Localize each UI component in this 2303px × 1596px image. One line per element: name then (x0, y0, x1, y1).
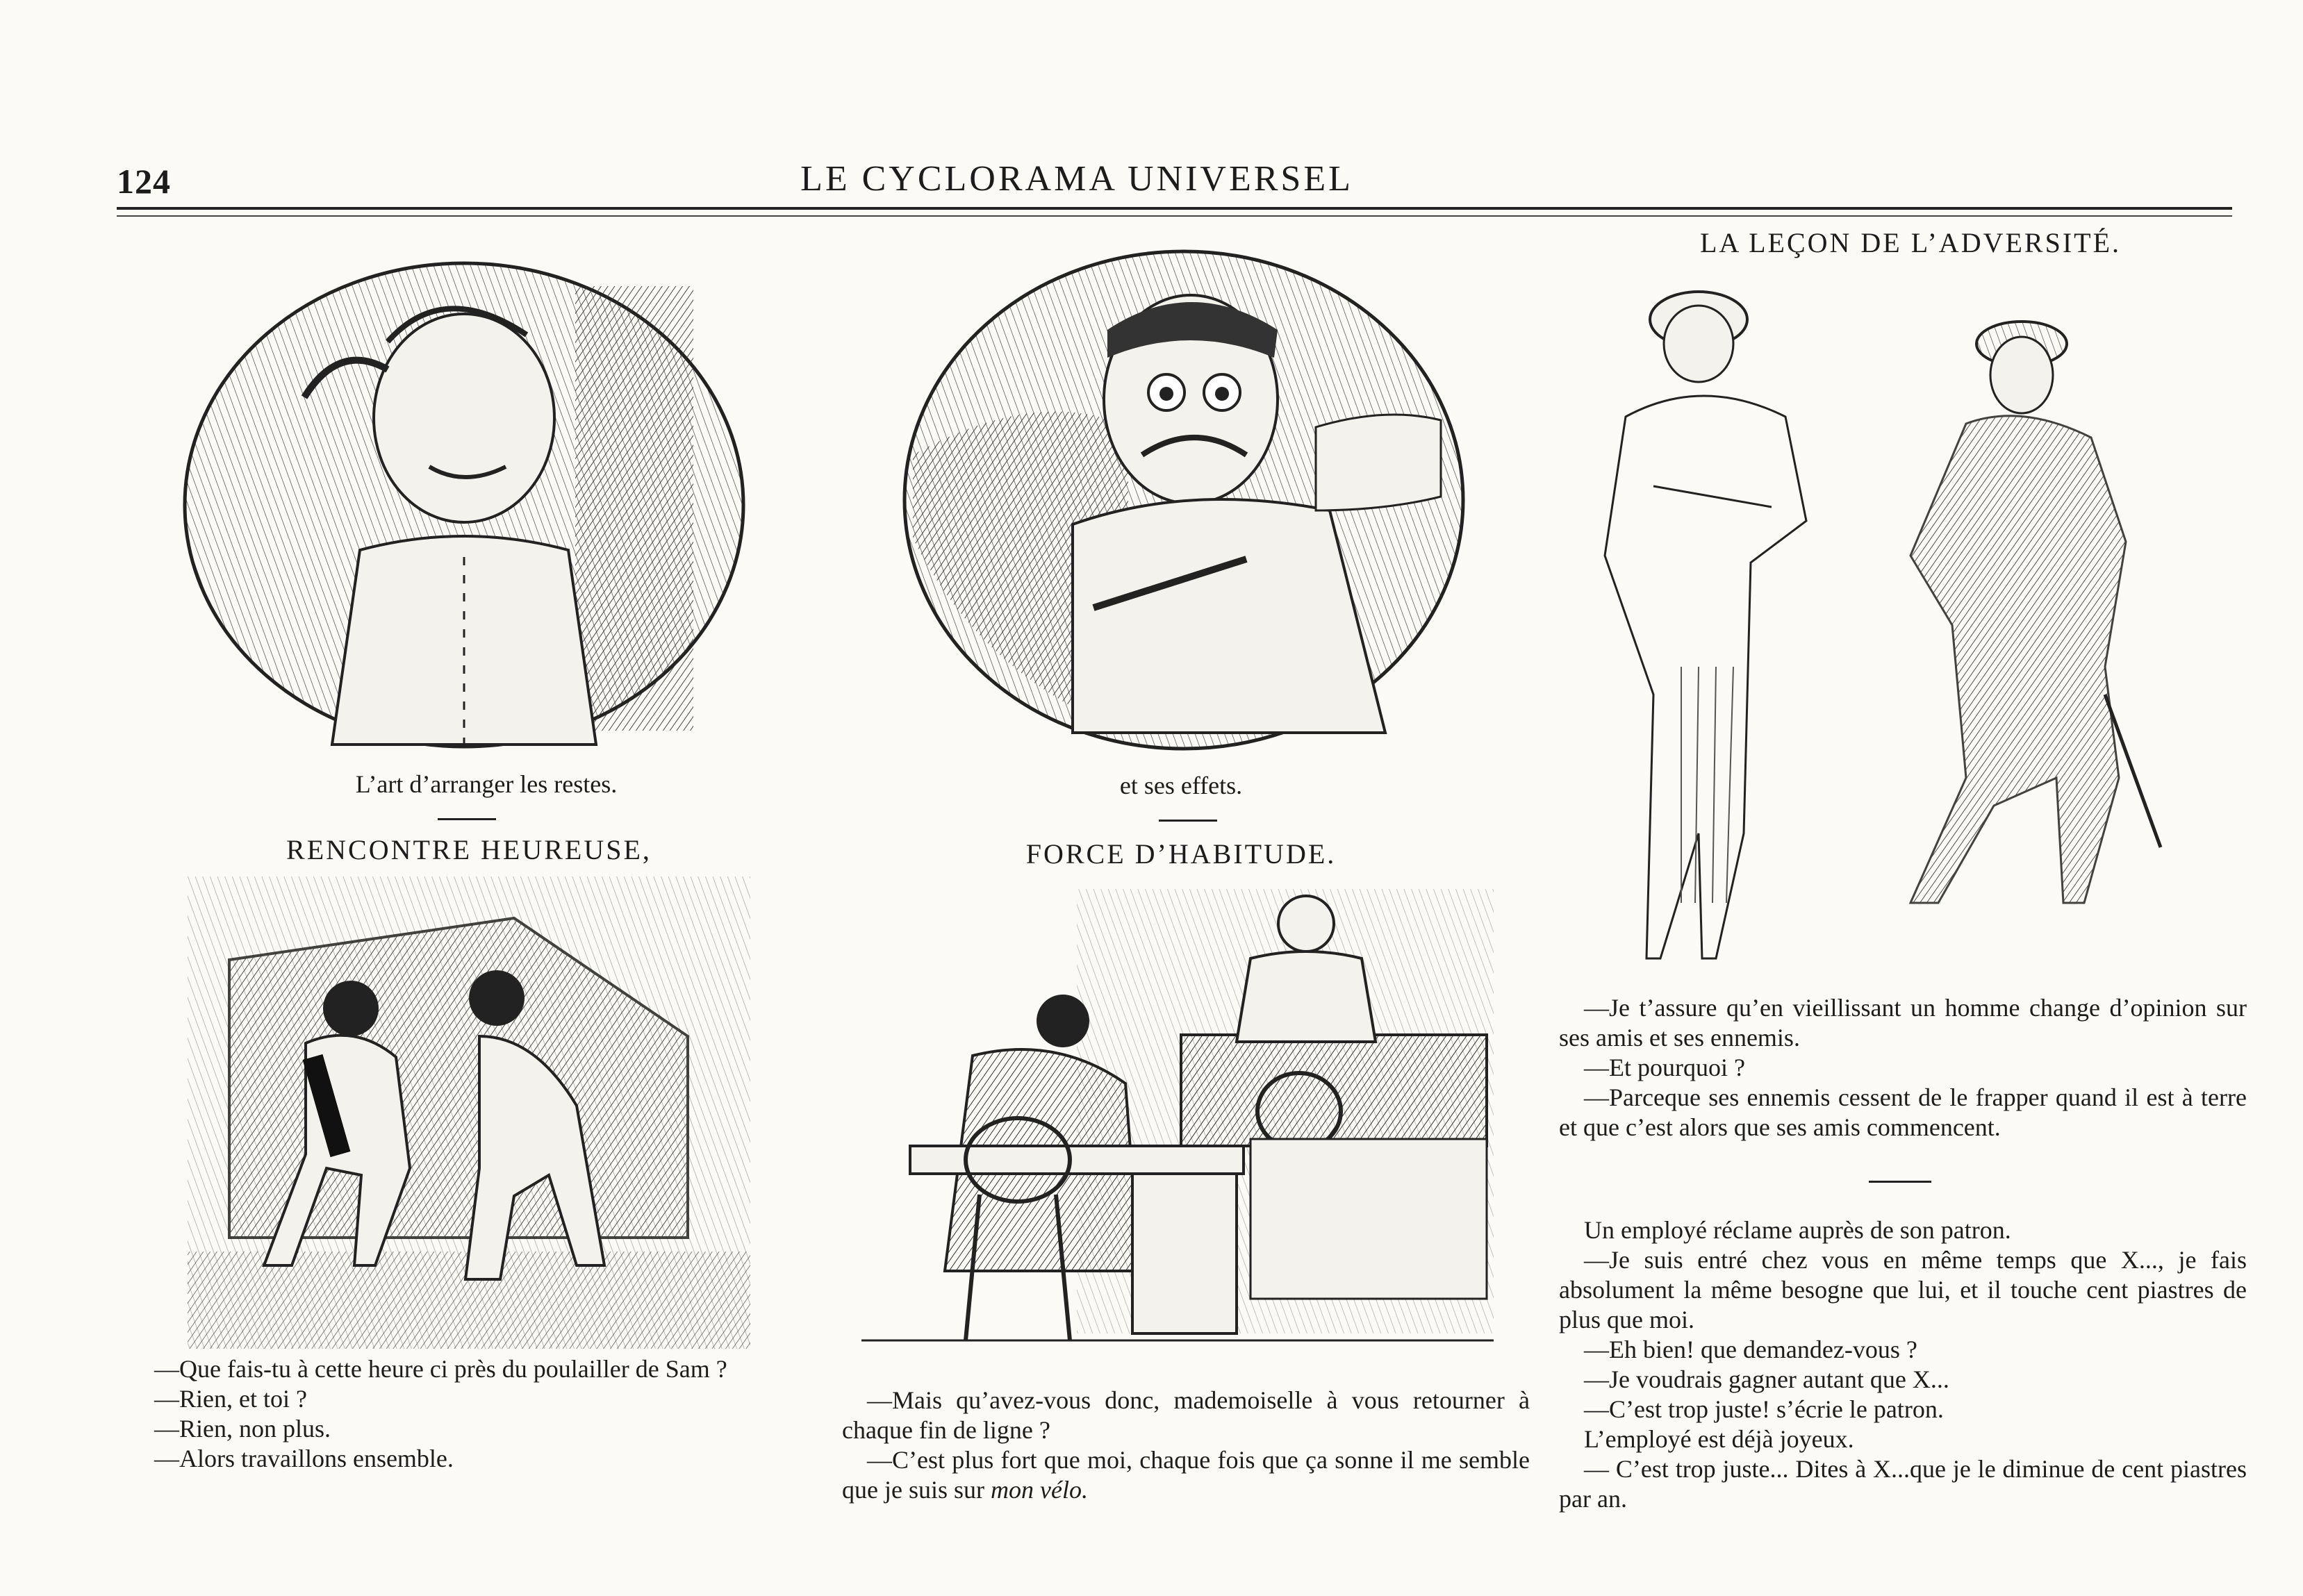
engraving-icon (179, 258, 749, 751)
masthead-title: LE CYCLORAMA UNIVERSEL (800, 159, 1353, 199)
dialogue-line: —Rien, et toi ? (154, 1385, 307, 1413)
engraving-icon (188, 876, 750, 1349)
dialogue-line: L’employé est déjà joyeux. (1584, 1425, 1854, 1453)
heading-force: FORCE D’HABITUDE. (1025, 838, 1337, 870)
dialogue-line: —Parceque ses ennemis cessent de le frapper quand il est à terre et que c’est alors que ses amis commencent. (1559, 1083, 2247, 1141)
dialogue-line: —Je suis entré chez vous en même temps que X..., je fais absolument la même besogne que lui, et il touche cent piastres de plus que moi. (1559, 1246, 2247, 1333)
dialogue-line: —Et pourquoi ? (1584, 1054, 1745, 1081)
scene-illustration-left (188, 876, 750, 1349)
header-rule-thin (117, 215, 2232, 217)
dialogue-line: —Je voudrais gagner autant que X... (1584, 1365, 1949, 1393)
dialogue-line: —Rien, non plus. (154, 1415, 331, 1443)
dialogue-text: —C’est plus fort que moi, chaque fois que ça sonne il me semble que je suis sur (842, 1446, 1530, 1504)
caption-left: L’art d’arranger les restes. (355, 770, 618, 798)
dialogue-line: — C’est trop juste... Dites à X...que je le diminue de cent piastres par an. (1559, 1455, 2247, 1513)
dialogue-line: —C’est trop juste! s’écrie le patron. (1584, 1395, 1944, 1423)
dialogue-line: Un employé réclame auprès de son patron. (1584, 1216, 2011, 1244)
circle-illustration-left (179, 258, 749, 751)
dialogue-line: —Je t’assure qu’en vieillissant un homme change d’opinion sur ses amis et ses ennemis. (1559, 994, 2247, 1051)
dialogue-rencontre (129, 1354, 810, 1474)
engraving-icon (899, 247, 1469, 754)
dialogue-force (842, 1386, 1530, 1505)
header-rule (117, 207, 2232, 210)
sketch-icon (1577, 278, 2195, 972)
circle-illustration-right (899, 247, 1469, 754)
divider-rule (1869, 1181, 1931, 1183)
dialogue-line: —Eh bien! que demandez-vous ? (1584, 1336, 1917, 1363)
engraving-icon (861, 882, 1494, 1382)
dialogue-employe (1559, 1215, 2247, 1514)
divider-rule (438, 818, 496, 820)
heading-lecon: LA LEÇON DE L’ADVERSITÉ. (1699, 227, 2122, 258)
page-number: 124 (117, 162, 171, 201)
caption-right: et ses effets. (1119, 772, 1243, 799)
heading-rencontre: RENCONTRE HEUREUSE, (286, 834, 652, 865)
dialogue-line: —Alors travaillons ensemble. (154, 1445, 454, 1472)
figures-illustration-right (1577, 278, 2195, 972)
dialogue-italic: mon vélo. (990, 1476, 1088, 1504)
divider-rule (1159, 820, 1217, 822)
dialogue-line (842, 1445, 1530, 1505)
scene-illustration-center (861, 882, 1494, 1382)
dialogue-line: —Que fais-tu à cette heure ci près du poulailler de Sam ? (154, 1355, 727, 1383)
dialogue-lecon (1559, 993, 2247, 1142)
dialogue-line: —Mais qu’avez-vous donc, mademoiselle à vous retourner à chaque fin de ligne ? (842, 1386, 1530, 1444)
